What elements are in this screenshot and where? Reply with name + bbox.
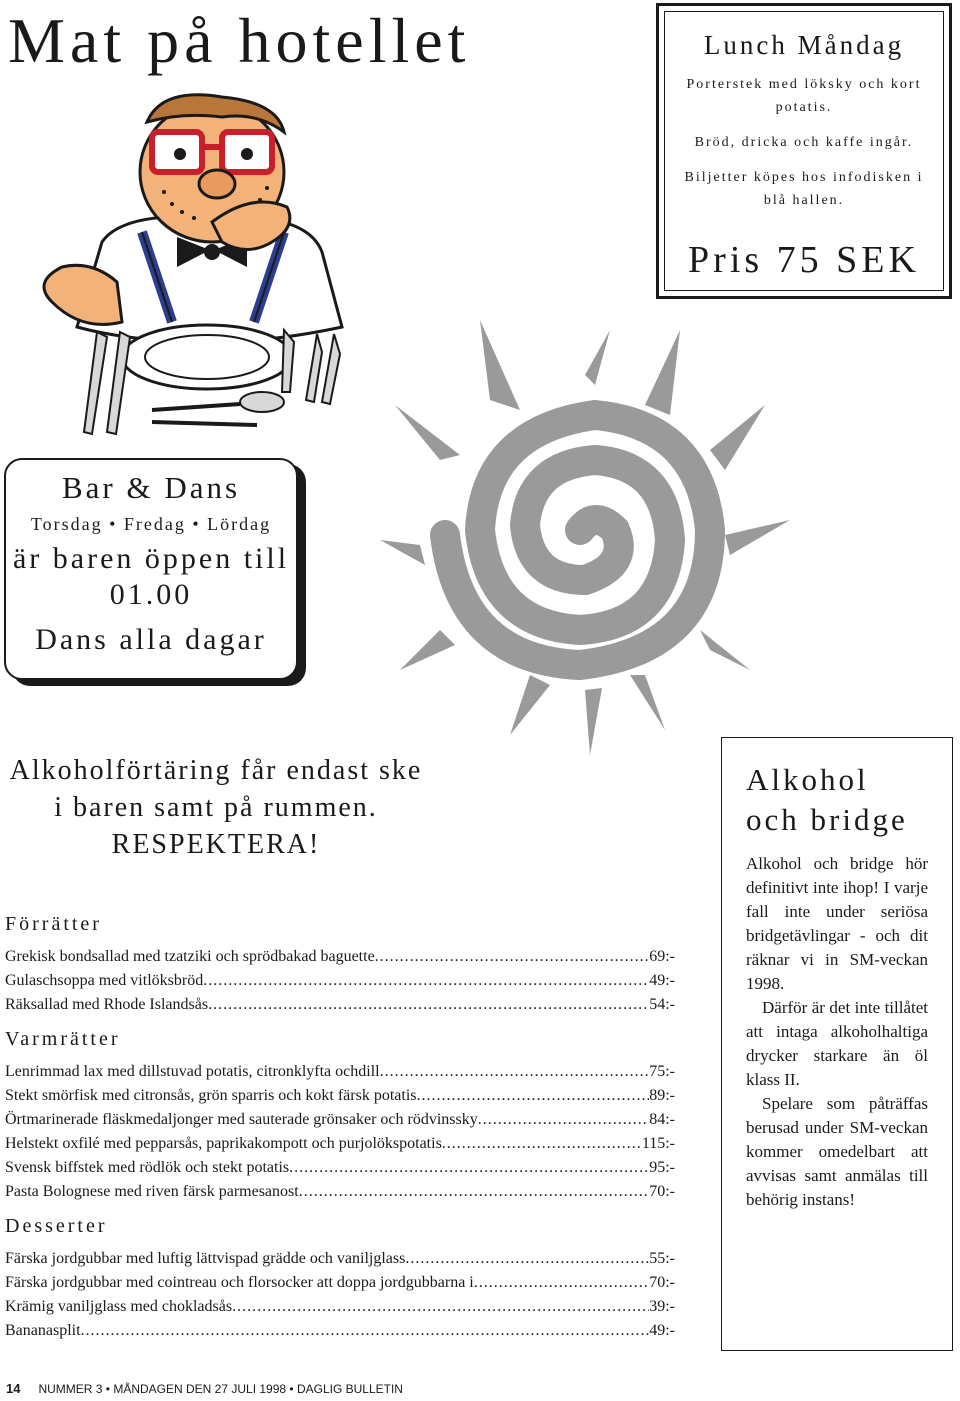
lunch-dish: Porterstek med löksky och kort potatis. [686, 77, 922, 115]
sun-spiral-icon [380, 290, 800, 760]
leader-dots [405, 1247, 649, 1271]
page-number: 14 [6, 1381, 21, 1396]
lunch-title: Lunch Måndag [703, 30, 905, 60]
lunch-tickets: Biljetter köpes hos infodisken i blå hallen. [684, 170, 924, 208]
leader-dots [478, 1108, 650, 1132]
lunch-included: Bröd, dricka och kaffe ingår. [694, 135, 914, 150]
side-paragraph: Alkohol och bridge hör definitivt inte ihop! I varje fall inte under seriösa bridgetävlingar - och dit räknar vi in SM-veckan 1998. [746, 854, 928, 993]
section-heading-desserts: Desserter [5, 1215, 108, 1237]
menu-item-price: 115:- [641, 1135, 675, 1152]
leader-dots [81, 1319, 650, 1343]
side-paragraph: Därför är det inte tillåtet att intaga alkoholhaltiga drycker starkare än öl klass II. [746, 998, 928, 1089]
menu-item-price: 75:- [649, 1063, 675, 1080]
menu-item [5, 1132, 675, 1156]
menu-item [5, 1319, 675, 1343]
menu-item [5, 1156, 675, 1180]
menu-item-name: Färska jordgubbar med luftig lättvispad grädde och vaniljglass [5, 1250, 406, 1267]
leader-dots [299, 1180, 650, 1204]
section-heading-starters: Förrätter [5, 913, 102, 935]
menu-item-price: 70:- [649, 1274, 675, 1291]
menu-item [5, 1180, 675, 1204]
menu-item-price: 49:- [649, 1322, 675, 1339]
menu-item-name: Helstekt oxfilé med pepparsås, paprikakompott och purjolökspotatis [5, 1135, 442, 1152]
section-heading-mains: Varmrätter [5, 1028, 121, 1050]
menu-item [5, 1108, 675, 1132]
bar-days: Torsdag • Fredag • Lördag [30, 514, 272, 534]
leader-dots [232, 1295, 649, 1319]
menu-item-price: 39:- [649, 1298, 675, 1315]
menu-item-name: Färska jordgubbar med cointreau och florsocker att doppa jordgubbarna i [5, 1274, 474, 1291]
menu-item [5, 1247, 675, 1271]
chef-cartoon-icon [22, 92, 392, 442]
leader-dots [442, 1132, 642, 1156]
menu-item [5, 1295, 675, 1319]
bar-box [4, 458, 298, 680]
menu-item-price: 89:- [649, 1087, 675, 1104]
menu-item-price: 69:- [649, 948, 675, 965]
menu-item-price: 84:- [649, 1111, 675, 1128]
menu-item [5, 1084, 675, 1108]
leader-dots [289, 1156, 649, 1180]
bar-title: Bar & Dans [61, 470, 241, 505]
leader-dots [474, 1271, 649, 1295]
menu-item-price: 55:- [649, 1250, 675, 1267]
menu-item [5, 1271, 675, 1295]
bar-dance: Dans alla dagar [35, 623, 267, 656]
leader-dots [380, 1060, 650, 1084]
lunch-box [656, 3, 952, 299]
leader-dots [375, 945, 650, 969]
menu-item-price: 54:- [649, 996, 675, 1013]
side-paragraph: Spelare som påträffas berusad under SM-veckan kommer omedelbart att avvisas samt anmälas till behörig instans! [746, 1094, 928, 1209]
menu-item-name: Örtmarinerade fläskmedaljonger med sauterade grönsaker och rödvinssky [5, 1111, 478, 1128]
leader-dots [417, 1084, 650, 1108]
lunch-price: Pris 75 SEK [688, 239, 920, 281]
menu-item-name: Svensk biffstek med rödlök och stekt potatis [5, 1159, 290, 1176]
menu-item-name: Stekt smörfisk med citronsås, grön sparris och kokt färsk potatis [5, 1087, 417, 1104]
menu-item-price: 70:- [649, 1183, 675, 1200]
bar-opening-hours: är baren öppen till 01.00 [12, 542, 290, 611]
menu-item-name: Bananasplit [5, 1322, 81, 1339]
alcohol-warning: Alkoholförtäring får endast ske i baren samt på rummen. RESPEKTERA! [9, 755, 423, 860]
menu [5, 913, 675, 1343]
footer-text: NUMMER 3 • MÅNDAGEN DEN 27 JULI 1998 • DAGLIG BULLETIN [38, 1382, 403, 1396]
menu-item [5, 993, 675, 1017]
leader-dots [203, 969, 649, 993]
leader-dots [208, 993, 649, 1017]
menu-item-name: Lenrimmad lax med dillstuvad potatis, citronklyfta ochdill [5, 1063, 380, 1080]
menu-item [5, 945, 675, 969]
footer [6, 1381, 403, 1396]
menu-item [5, 1060, 675, 1084]
menu-item-name: Krämig vaniljglass med chokladsås [5, 1298, 233, 1315]
menu-item [5, 969, 675, 993]
menu-item-price: 49:- [649, 972, 675, 989]
alcohol-bridge-box [721, 737, 953, 1351]
menu-item-price: 95:- [649, 1159, 675, 1176]
menu-item-name: Gulaschsoppa med vitlöksbröd [5, 972, 204, 989]
side-title: Alkohol och bridge [746, 762, 908, 837]
page-title: Mat på hotellet [8, 5, 471, 76]
menu-item-name: Räksallad med Rhode Islandsås [5, 996, 209, 1013]
menu-item-name: Pasta Bolognese med riven färsk parmesanost [5, 1183, 299, 1200]
menu-item-name: Grekisk bondsallad med tzatziki och sprödbakad baguette [5, 948, 375, 965]
